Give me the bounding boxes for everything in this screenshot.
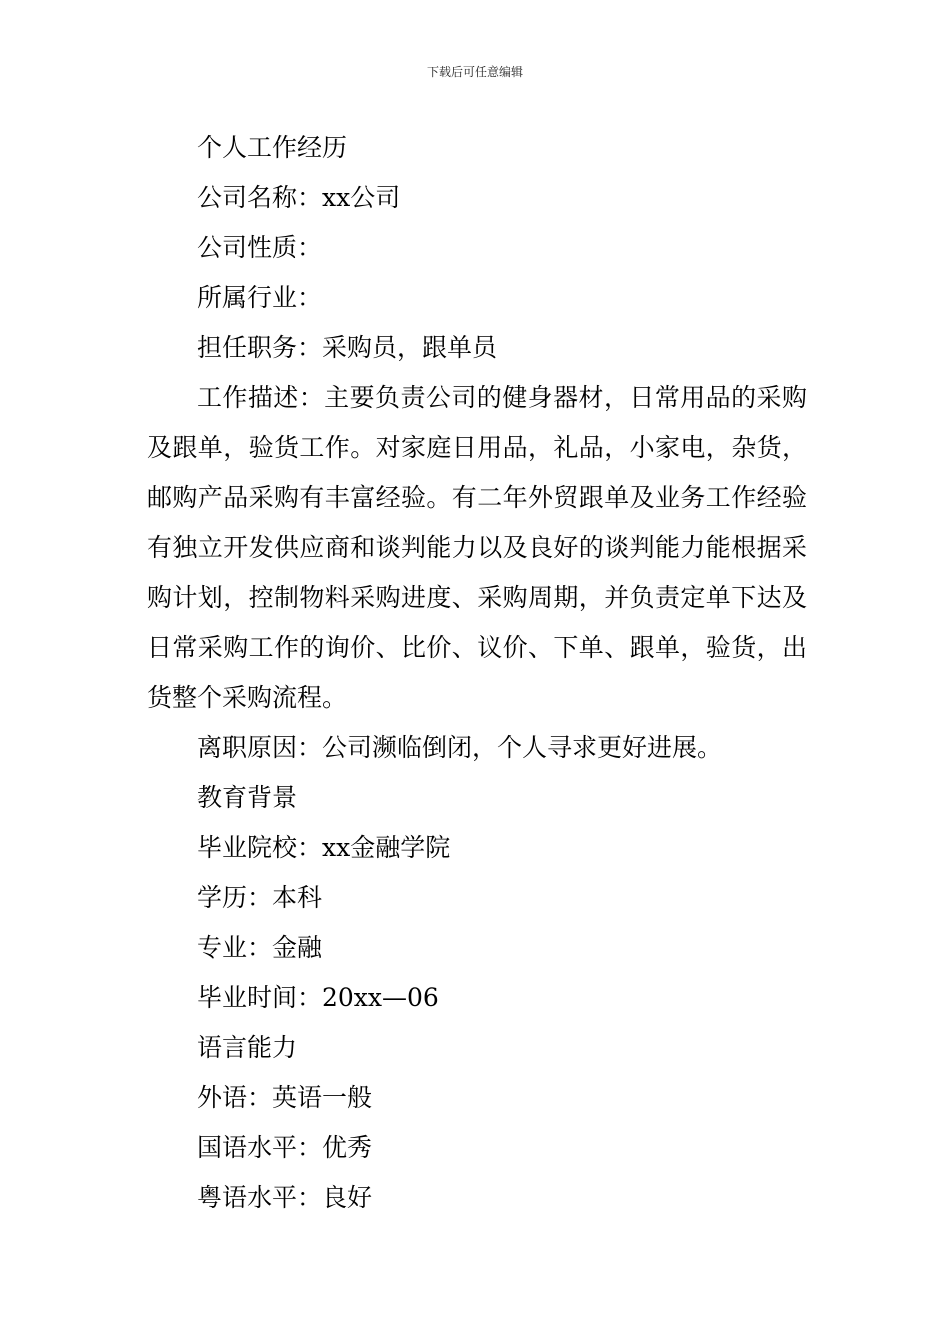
mandarin-level: 国语水平：优秀 — [197, 1133, 373, 1162]
job-position: 担任职务：采购员，跟单员 — [197, 333, 498, 362]
education-degree: 学历：本科 — [197, 883, 323, 912]
document-body — [147, 123, 807, 1223]
company-nature: 公司性质： — [197, 233, 323, 262]
graduate-school: 毕业院校：xx金融学院 — [197, 833, 451, 862]
job-description: 工作描述：主要负责公司的健身器材，日常用品的采购及跟单，验货工作。对家庭日用品，礼品，小家电，杂货，邮购产品采购有丰富经验。有二年外贸跟单及业务工作经验有独立开发供应商和谈判能力以及良好的谈判能力能根据采购计划，控制物料采购进度、采购周期，并负责定单下达及日常采购工作的询价、比价、议价、下单、跟单，验货，出货整个采购流程。 — [147, 383, 807, 712]
cantonese-level: 粤语水平：良好 — [197, 1183, 373, 1212]
foreign-language: 外语：英语一般 — [197, 1083, 373, 1112]
page-header-note: 下载后可任意编辑 — [426, 65, 523, 79]
education-major: 专业：金融 — [197, 933, 323, 962]
graduation-time: 毕业时间：20xx—06 — [197, 983, 439, 1012]
work-heading: 个人工作经历 — [197, 133, 348, 162]
company-industry: 所属行业： — [197, 283, 323, 312]
language-heading: 语言能力 — [197, 1033, 298, 1062]
education-heading: 教育背景 — [197, 783, 298, 812]
leave-reason: 离职原因：公司濒临倒闭，个人寻求更好进展。 — [197, 733, 723, 762]
company-name: 公司名称：xx公司 — [197, 183, 401, 212]
